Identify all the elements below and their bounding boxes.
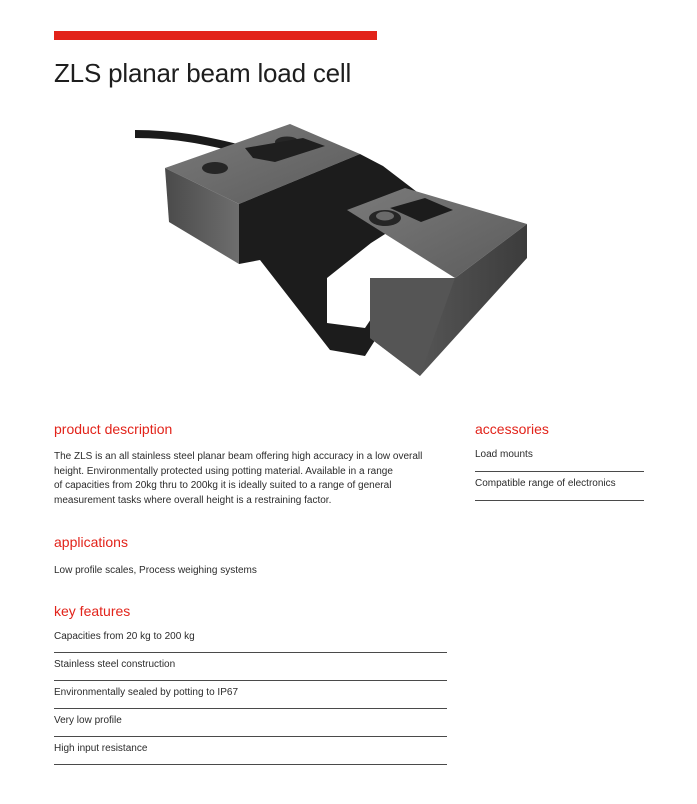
list-item: Capacities from 20 kg to 200 kg bbox=[54, 625, 447, 653]
applications-text: Low profile scales, Process weighing systems bbox=[54, 565, 257, 576]
product-description-line: of capacities from 20kg thru to 200kg it is ideally suited to a range of general bbox=[54, 480, 392, 491]
accessories-heading: accessories bbox=[475, 421, 549, 437]
product-description-line: height. Environmentally protected using potting material. Available in a range bbox=[54, 465, 393, 477]
applications-heading: applications bbox=[54, 534, 128, 550]
accessory-item-electronics[interactable]: Compatible range of electronics bbox=[475, 472, 644, 501]
list-item: Very low profile bbox=[54, 709, 447, 737]
accessories-list bbox=[475, 443, 644, 501]
header-accent-bar bbox=[54, 31, 377, 40]
list-item: Environmentally sealed by potting to IP67 bbox=[54, 681, 447, 709]
list-item: Stainless steel construction bbox=[54, 653, 447, 681]
accessory-item-load-mounts[interactable]: Load mounts bbox=[475, 443, 644, 472]
page-title: ZLS planar beam load cell bbox=[54, 58, 352, 88]
load-cell-photo bbox=[135, 118, 535, 383]
key-features-heading: key features bbox=[54, 603, 131, 619]
product-description-line: The ZLS is an all stainless steel planar beam offering high accuracy in a low overall bbox=[54, 451, 423, 462]
product-description-line: measurement tasks where overall height is a restraining factor. bbox=[54, 494, 332, 506]
list-item: High input resistance bbox=[54, 737, 447, 765]
product-description-heading: product description bbox=[54, 421, 173, 437]
key-features-list bbox=[54, 625, 447, 765]
